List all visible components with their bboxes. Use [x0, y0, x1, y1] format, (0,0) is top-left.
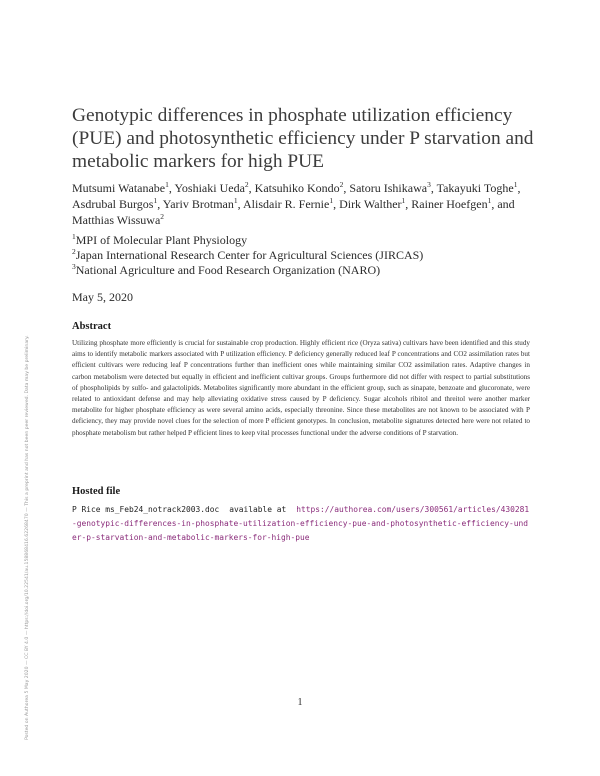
- author-name: Alisdair R. Fernie: [242, 197, 330, 211]
- author-name: Satoru Ishikawa: [349, 181, 428, 195]
- affiliation-1: [72, 232, 530, 248]
- author-list: [72, 180, 530, 228]
- page-number: 1: [297, 697, 303, 708]
- author-name: Yariv Brotman: [162, 197, 234, 211]
- affiliation-name: Japan International Research Center for Agricultural Sciences (JIRCAS): [75, 248, 424, 262]
- author-affiliation-mark: 2: [244, 180, 249, 189]
- hosted-file-name: P Rice ms_Feb24_notrack2003.doc: [72, 505, 220, 514]
- author-separator: ,: [343, 181, 350, 195]
- paper-title: Genotypic differences in phosphate utilization efficiency (PUE) and photosynthetic efficiency under P starvation and metabolic markers for high PUE: [72, 105, 534, 172]
- author-separator: ,: [333, 197, 340, 211]
- affiliation-name: MPI of Molecular Plant Physiology: [75, 233, 248, 247]
- author-separator: ,: [168, 181, 175, 195]
- author-name: Yoshiaki Ueda: [174, 181, 245, 195]
- hosted-file-link[interactable]: https://authorea.com/users/300561/articles/430281-genotypic-differences-in-phosphate-utilization-efficiency-pue-and-photosynthetic-efficiency-under-p-starvation-and-metabolic-markers-for-high-pue: [72, 505, 530, 542]
- side-watermark: [24, 300, 34, 740]
- author-name: Matthias Wissuwa: [72, 213, 161, 227]
- author-affiliation-mark: 1: [165, 180, 169, 189]
- author-name: Rainer Hoefgen: [411, 197, 488, 211]
- affiliation-number: 3: [72, 262, 76, 271]
- author-separator: ,: [430, 181, 437, 195]
- author-separator: , and: [491, 197, 518, 211]
- available-at-label: available at: [229, 505, 287, 514]
- affiliation-2: [72, 247, 530, 263]
- author-affiliation-mark: 1: [401, 196, 406, 205]
- author-affiliation-mark: 1: [233, 196, 238, 205]
- publication-date: May 5, 2020: [72, 290, 133, 304]
- author-name: Katsuhiko Kondo: [254, 181, 340, 195]
- affiliation-name: National Agriculture and Food Research Organization (NARO): [75, 263, 381, 277]
- author-separator: ,: [237, 197, 243, 211]
- author-affiliation-mark: 1: [513, 180, 518, 189]
- author-name: Takayuki Toghe: [436, 181, 514, 195]
- abstract-text: Utilizing phosphate more efficiently is crucial for sustainable crop production. Highly efficient rice (Oryza sativa) cultivars have been identified and this study aims to identify metabolic markers associated with P utilization efficiency. P deficiency generally reduced leaf P concentrations and CO2 assimilation rates but efficient cultivars were reducing leaf P concentrations further than inefficient ones while maintaining similar CO2 assimilation rates. Adaptive changes in carbon metabolism were detected but equally in efficient and inefficient cultivar groups. Groups furthermore did not differ with respect to partial substitutions of phospholipids by sulfo- and galactolipids. Metabolites significantly more abundant in the efficient group, such as sinapate, benzoate and glucoronate, were related to antioxidant defense and may help alleviating oxidative stress caused by P deficiency. Sugar alcohols ribitol and threitol were another marker metabolite for higher phosphate efficiency as were several amino acids, especially threonine. Since these metabolites are not known to be associated with P deficiency, they may provide novel clues for the selection of more P efficient genotypes. In conclusion, metabolite signatures detected here were not related to phosphate metabolism but rather helped P efficient lines to keep vital processes functional under the adverse conditions of P starvation.: [72, 339, 530, 437]
- author-affiliation-mark: 1: [153, 196, 158, 205]
- affiliation-3: [72, 262, 530, 278]
- side-watermark-text: Posted on Authorea 5 May 2020 — CC BY 4.0 — https://doi.org/10.22541/au.158868416.62268470 — This a preprint and has not been peer reviewed. Data may be preliminary.: [25, 335, 30, 740]
- author-name: Dirk Walther: [339, 197, 402, 211]
- hosted-file-line: [72, 503, 530, 545]
- author-separator: ,: [517, 181, 523, 195]
- author-affiliation-mark: 2: [160, 212, 165, 221]
- abstract-heading: Abstract: [72, 321, 112, 332]
- author-affiliation-mark: 1: [487, 196, 492, 205]
- author-name: Mutsumi Watanabe: [72, 181, 166, 195]
- author-affiliation-mark: 2: [339, 180, 344, 189]
- author-separator: ,: [405, 197, 412, 211]
- hosted-file-heading: Hosted file: [72, 486, 121, 497]
- author-affiliation-mark: 1: [329, 196, 334, 205]
- affiliation-number: 1: [72, 232, 76, 241]
- author-separator: ,: [157, 197, 163, 211]
- author-separator: ,: [248, 181, 255, 195]
- author-affiliation-mark: 3: [427, 180, 431, 189]
- author-name: Asdrubal Burgos: [72, 197, 154, 211]
- affiliation-number: 2: [72, 247, 76, 256]
